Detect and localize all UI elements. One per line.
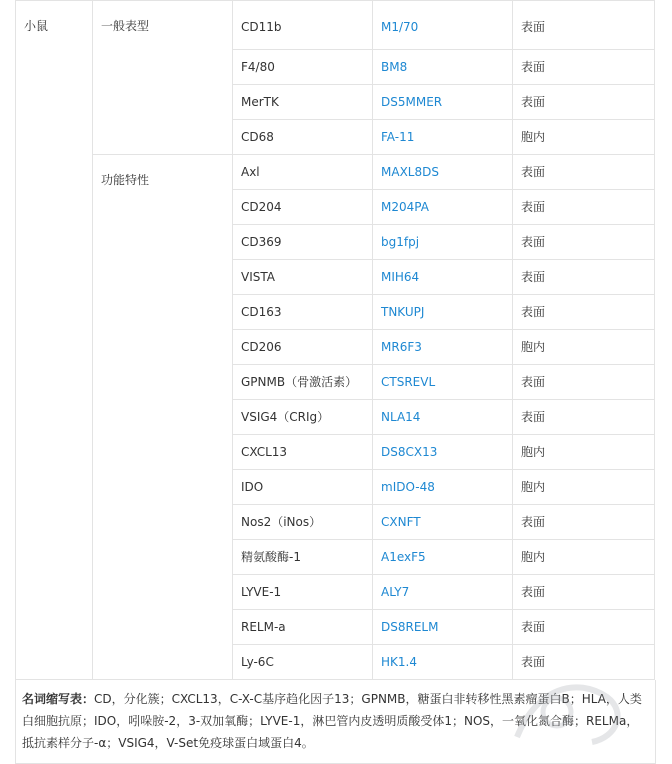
group-cell: 一般表型 — [93, 1, 233, 155]
location-cell: 表面 — [513, 610, 655, 645]
location-cell: 表面 — [513, 85, 655, 120]
clone-cell: FA-11 — [373, 120, 513, 155]
marker-cell: Axl — [233, 155, 373, 190]
clone-cell: DS8CX13 — [373, 435, 513, 470]
location-cell: 表面 — [513, 365, 655, 400]
table-row — [16, 1, 655, 50]
location-cell: 表面 — [513, 155, 655, 190]
clone-cell: MIH64 — [373, 260, 513, 295]
watermark-icon — [497, 667, 647, 757]
abbreviation-label: 名词缩写表： — [22, 692, 95, 706]
clone-cell: M204PA — [373, 190, 513, 225]
clone-cell: ALY7 — [373, 575, 513, 610]
location-cell: 表面 — [513, 400, 655, 435]
marker-cell: CXCL13 — [233, 435, 373, 470]
location-cell: 胞内 — [513, 120, 655, 155]
marker-cell: Ly-6C — [233, 645, 373, 680]
clone-cell: BM8 — [373, 50, 513, 85]
group-cell: 功能特性 — [93, 155, 233, 680]
marker-cell: CD68 — [233, 120, 373, 155]
marker-cell: CD204 — [233, 190, 373, 225]
marker-cell: CD206 — [233, 330, 373, 365]
species-cell: 小鼠 — [16, 1, 93, 680]
abbreviation-note — [15, 680, 656, 764]
marker-cell: MerTK — [233, 85, 373, 120]
marker-cell: RELM-a — [233, 610, 373, 645]
marker-cell: 精氨酸酶-1 — [233, 540, 373, 575]
location-cell: 表面 — [513, 190, 655, 225]
marker-cell: CD163 — [233, 295, 373, 330]
location-cell: 表面 — [513, 295, 655, 330]
location-cell: 表面 — [513, 1, 655, 50]
clone-cell: mIDO-48 — [373, 470, 513, 505]
table-row — [16, 155, 655, 190]
marker-table-container — [15, 0, 654, 764]
marker-cell: IDO — [233, 470, 373, 505]
clone-cell: DS8RELM — [373, 610, 513, 645]
location-cell: 表面 — [513, 575, 655, 610]
marker-cell: VSIG4（CRIg） — [233, 400, 373, 435]
abbreviation-text: CD，分化簇；CXCL13，C-X-C基序趋化因子13；GPNMB，糖蛋白非转移性黑素瘤蛋白B；HLA，人类白细胞抗原；IDO，吲哚胺-2，3-双加氧酶；LYVE-1，淋巴管内皮透明质酸受体1；NOS，一氧化氮合酶；RELMa，抵抗素样分子-α；VSIG4，V-Set免疫球蛋白域蛋白4。 — [22, 692, 642, 750]
location-cell: 表面 — [513, 50, 655, 85]
location-cell: 表面 — [513, 645, 655, 680]
clone-cell: NLA14 — [373, 400, 513, 435]
clone-cell: MAXL8DS — [373, 155, 513, 190]
location-cell: 胞内 — [513, 470, 655, 505]
marker-cell: VISTA — [233, 260, 373, 295]
clone-cell: CXNFT — [373, 505, 513, 540]
clone-cell: HK1.4 — [373, 645, 513, 680]
marker-cell: F4/80 — [233, 50, 373, 85]
clone-cell: MR6F3 — [373, 330, 513, 365]
marker-cell: LYVE-1 — [233, 575, 373, 610]
clone-cell: M1/70 — [373, 1, 513, 50]
location-cell: 胞内 — [513, 540, 655, 575]
location-cell: 表面 — [513, 225, 655, 260]
marker-cell: GPNMB（骨激活素） — [233, 365, 373, 400]
marker-cell: CD369 — [233, 225, 373, 260]
location-cell: 表面 — [513, 260, 655, 295]
marker-table-body — [16, 1, 655, 680]
clone-cell: bg1fpj — [373, 225, 513, 260]
clone-cell: CTSREVL — [373, 365, 513, 400]
location-cell: 表面 — [513, 505, 655, 540]
clone-cell: A1exF5 — [373, 540, 513, 575]
location-cell: 胞内 — [513, 330, 655, 365]
marker-cell: CD11b — [233, 1, 373, 50]
marker-cell: Nos2（iNos） — [233, 505, 373, 540]
clone-cell: DS5MMER — [373, 85, 513, 120]
location-cell: 胞内 — [513, 435, 655, 470]
marker-table — [15, 0, 655, 680]
clone-cell: TNKUPJ — [373, 295, 513, 330]
